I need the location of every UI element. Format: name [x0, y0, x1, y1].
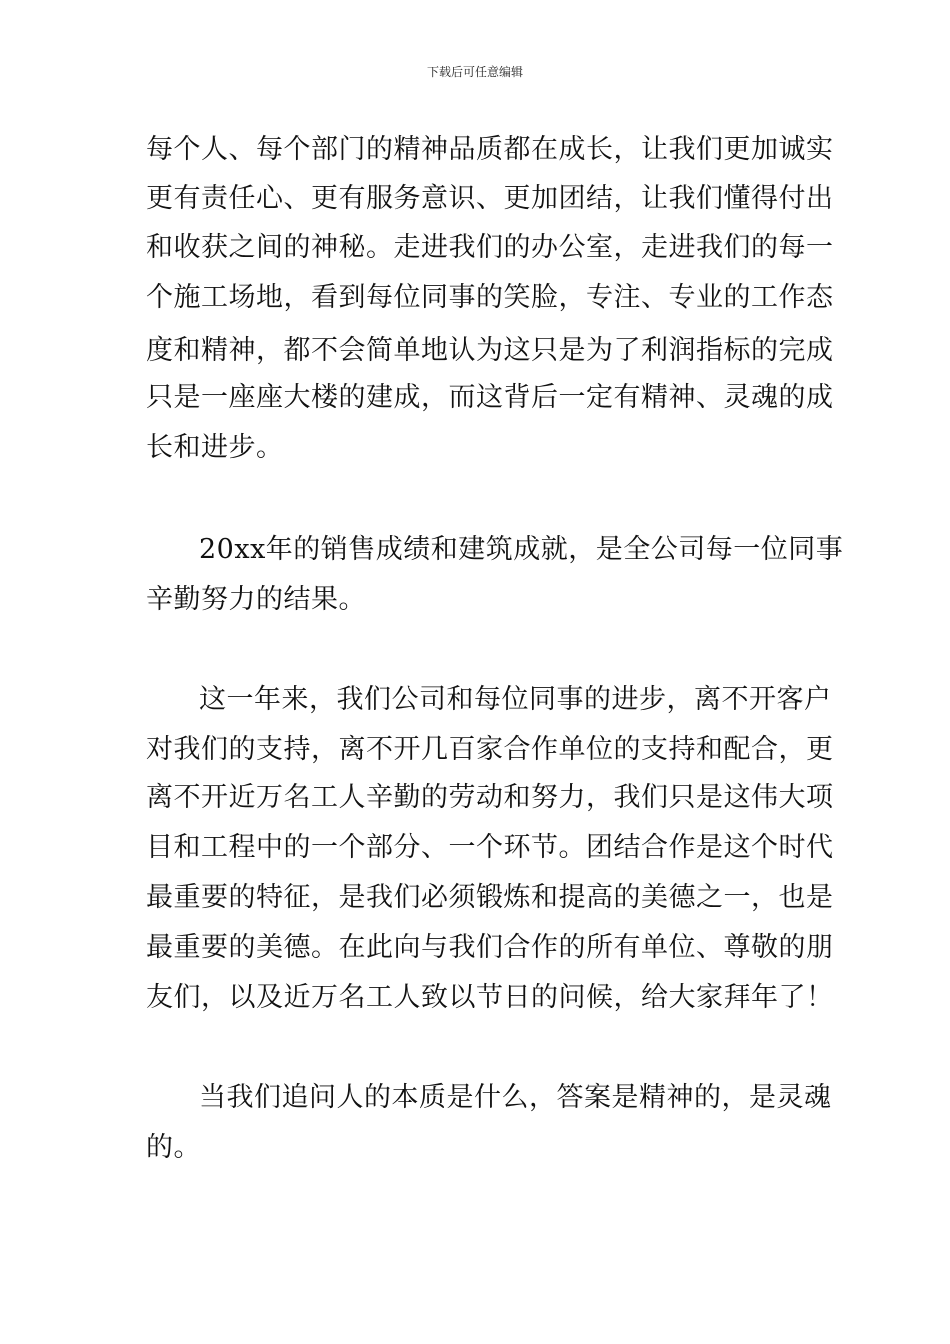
paragraph-3-line-4: 目和工程中的一个部分、一个环节。团结合作是这个时代 [146, 832, 834, 863]
paragraph-1-line-7: 长和进步。 [146, 432, 284, 463]
paragraph-4-line-2: 的。 [146, 1132, 201, 1163]
paragraph-1-line-5: 度和精神，都不会简单地认为这只是为了利润指标的完成 [146, 335, 834, 366]
paragraph-1-line-3: 和收获之间的神秘。走进我们的办公室，走进我们的每一 [146, 232, 834, 263]
paragraph-3-line-5: 最重要的特征，是我们必须锻炼和提高的美德之一，也是 [146, 882, 834, 913]
page-header: 下载后可任意编辑 [426, 65, 523, 79]
paragraph-3-line-7: 友们，以及近万名工人致以节日的问候，给大家拜年了！ [146, 982, 834, 1013]
paragraph-1-line-2: 更有责任心、更有服务意识、更加团结，让我们懂得付出 [146, 183, 834, 214]
paragraph-1-line-4: 个施工场地，看到每位同事的笑脸，专注、专业的工作态 [146, 282, 834, 313]
paragraph-2-line-2: 辛勤努力的结果。 [146, 584, 366, 615]
paragraph-3-line-2: 对我们的支持，离不开几百家合作单位的支持和配合，更 [146, 734, 834, 765]
paragraph-4-line-1: 当我们追问人的本质是什么，答案是精神的，是灵魂 [199, 1082, 832, 1113]
paragraph-3-line-1: 这一年来，我们公司和每位同事的进步，离不开客户 [199, 684, 832, 715]
paragraph-2-line-1: 20xx年的销售成绩和建筑成就，是全公司每一位同事 [199, 534, 844, 565]
paragraph-3-line-6: 最重要的美德。在此向与我们合作的所有单位、尊敬的朋 [146, 932, 834, 963]
paragraph-1-line-6: 只是一座座大楼的建成，而这背后一定有精神、灵魂的成 [146, 382, 834, 413]
paragraph-1-line-1: 每个人、每个部门的精神品质都在成长，让我们更加诚实 [146, 134, 834, 165]
paragraph-3-line-3: 离不开近万名工人辛勤的劳动和努力，我们只是这伟大项 [146, 782, 834, 813]
